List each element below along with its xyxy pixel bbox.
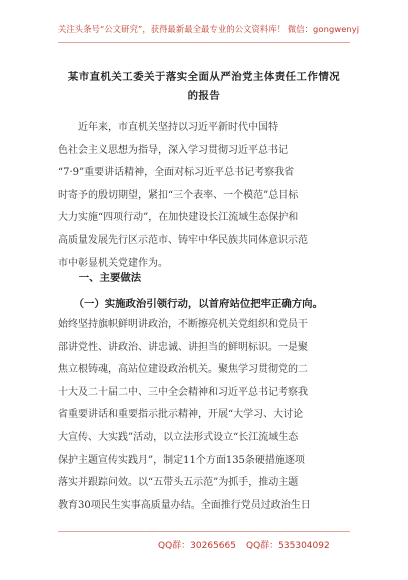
- paragraph-line: 色社会主义思想为指导，深入学习贯彻习近平总书记: [58, 144, 288, 156]
- section-paragraph: [58, 314, 350, 517]
- header-banner: 关注头条号“公文研究”，获得最新最全最专业的公文资料库！ 微信：gongwenyj: [58, 24, 360, 34]
- title-line-2: 的报告: [187, 90, 221, 102]
- paragraph-line: 教育30项民生实事高质量办结。全面推行党员过政治生日: [58, 499, 311, 511]
- footer-qq-group-2: QQ群：535304092: [246, 541, 330, 551]
- paragraph-line: “7·9”重要讲话精神，全面对标习近平总书记考察我省: [58, 167, 295, 179]
- paragraph-line: 近年来，市直机关坚持以习近平新时代中国特: [58, 122, 278, 133]
- paragraph-line: 省重要讲话和重要指示批示精神，开展“大学习、大讨论: [58, 409, 304, 421]
- paragraph-line: 落实并跟踪问效。以“五带头五示范”为抓手，推动主题: [58, 477, 299, 489]
- paragraph-line: 部讲党性、讲政治、讲忠诚、讲担当的鲜明标识。一是聚: [58, 341, 308, 353]
- paragraph-line: 始终坚持旗帜鲜明讲政治，不断擦亮机关党组织和党员干: [58, 319, 308, 330]
- footer-divider: [58, 531, 350, 532]
- intro-paragraph: [58, 117, 350, 275]
- document-title: [58, 68, 350, 106]
- title-line-1: 某市直机关工委关于落实全面从严治党主体责任工作情况: [67, 71, 341, 83]
- paragraph-line: 市中彰显机关党建作为。: [58, 257, 168, 269]
- section-subheading: （一）实施政治引领行动，以首府站位把牢正确方向。: [58, 298, 323, 310]
- paragraph-line: 大宣传、大实践”活动，以立法形式设立“长江流域生态: [58, 431, 299, 443]
- paragraph-line: 大力实施“四项行动”，在加快建设长江流域生态保护和: [58, 212, 299, 224]
- section-heading: 一、主要做法: [58, 272, 142, 284]
- paragraph-line: 保护主题宣传实践月”，制定11个方面135条硬措施逐项: [58, 454, 305, 466]
- paragraph-line: 十大及二十届二中、三中全会精神和习近平总书记考察我: [58, 386, 308, 398]
- footer-qq-group-1: QQ群：30265665: [158, 541, 236, 551]
- paragraph-line: 高质量发展先行区示范市、铸牢中华民族共同体意识示范: [58, 234, 308, 246]
- paragraph-line: 焦立根铸魂，高站位建设政治机关。聚焦学习贯彻党的二: [58, 364, 308, 376]
- header-divider: [58, 42, 350, 43]
- paragraph-line: 时寄予的殷切期望，紧扣“三个表率、一个模范”总目标: [58, 189, 299, 201]
- footer: [58, 538, 350, 552]
